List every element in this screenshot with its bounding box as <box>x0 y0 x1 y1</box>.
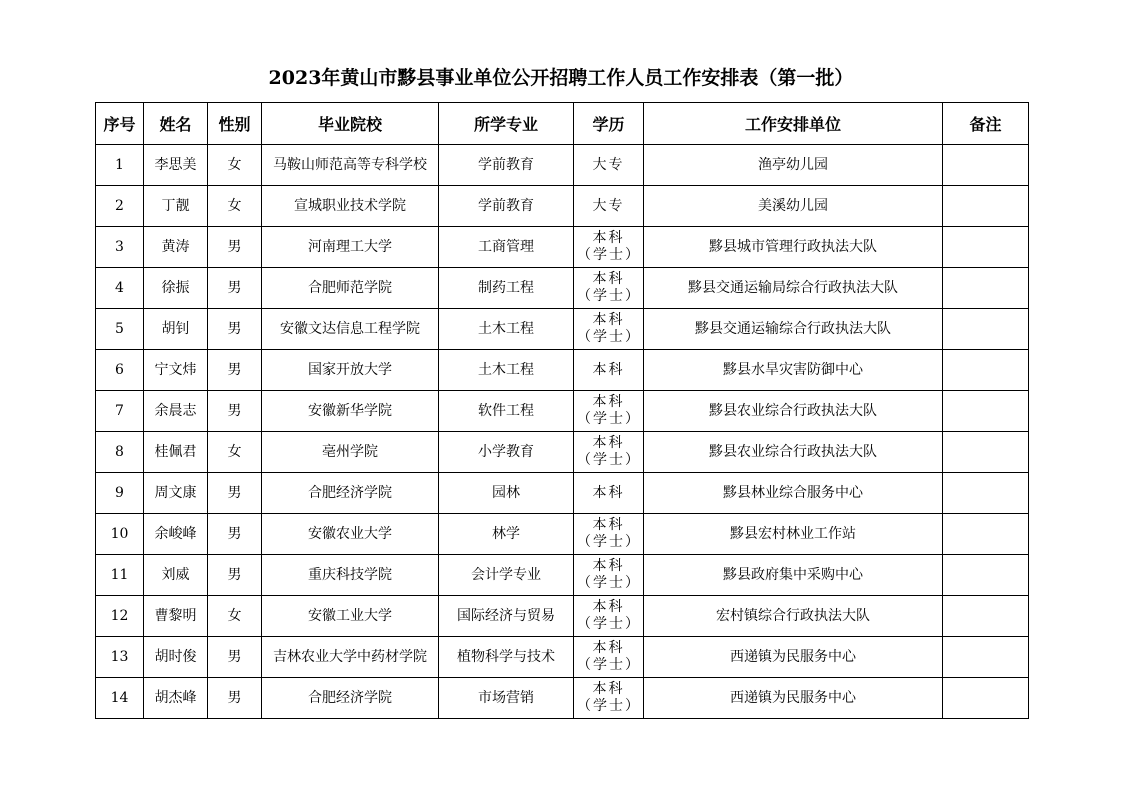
cell-no: 10 <box>96 514 144 555</box>
header-cell-education: 学历 <box>574 103 644 145</box>
cell-note <box>943 473 1029 514</box>
table-row <box>96 432 1029 473</box>
cell-school: 河南理工大学 <box>262 227 439 268</box>
cell-gender: 女 <box>208 432 262 473</box>
table-row <box>96 309 1029 350</box>
cell-major: 国际经济与贸易 <box>439 596 574 637</box>
cell-education: 本科（学士） <box>574 596 644 637</box>
cell-gender: 男 <box>208 309 262 350</box>
cell-name: 胡钊 <box>144 309 208 350</box>
cell-gender: 女 <box>208 145 262 186</box>
table-row <box>96 514 1029 555</box>
cell-education: 本科（学士） <box>574 268 644 309</box>
cell-education: 本科（学士） <box>574 432 644 473</box>
cell-major: 工商管理 <box>439 227 574 268</box>
cell-note <box>943 678 1029 719</box>
cell-no: 5 <box>96 309 144 350</box>
header-cell-no: 序号 <box>96 103 144 145</box>
page-title: 2023年黄山市黟县事业单位公开招聘工作人员工作安排表（第一批） <box>268 67 854 89</box>
cell-name: 余晨志 <box>144 391 208 432</box>
table-row <box>96 350 1029 391</box>
cell-name: 宁文炜 <box>144 350 208 391</box>
cell-gender: 男 <box>208 637 262 678</box>
header-cell-note: 备注 <box>943 103 1029 145</box>
cell-name: 桂佩君 <box>144 432 208 473</box>
cell-unit: 黟县农业综合行政执法大队 <box>644 432 943 473</box>
table-row <box>96 227 1029 268</box>
cell-note <box>943 350 1029 391</box>
cell-major: 土木工程 <box>439 309 574 350</box>
cell-school: 马鞍山师范高等专科学校 <box>262 145 439 186</box>
cell-school: 亳州学院 <box>262 432 439 473</box>
cell-no: 4 <box>96 268 144 309</box>
cell-no: 3 <box>96 227 144 268</box>
cell-name: 胡时俊 <box>144 637 208 678</box>
cell-note <box>943 268 1029 309</box>
cell-gender: 男 <box>208 350 262 391</box>
cell-unit: 黟县政府集中采购中心 <box>644 555 943 596</box>
cell-school: 安徽工业大学 <box>262 596 439 637</box>
cell-gender: 女 <box>208 596 262 637</box>
cell-education: 本科 <box>574 473 644 514</box>
cell-school: 宣城职业技术学院 <box>262 186 439 227</box>
cell-name: 曹黎明 <box>144 596 208 637</box>
cell-education: 大专 <box>574 145 644 186</box>
cell-major: 学前教育 <box>439 186 574 227</box>
cell-name: 黄涛 <box>144 227 208 268</box>
cell-gender: 男 <box>208 268 262 309</box>
cell-gender: 男 <box>208 555 262 596</box>
cell-unit: 西递镇为民服务中心 <box>644 637 943 678</box>
cell-note <box>943 391 1029 432</box>
cell-unit: 美溪幼儿园 <box>644 186 943 227</box>
cell-unit: 宏村镇综合行政执法大队 <box>644 596 943 637</box>
cell-school: 国家开放大学 <box>262 350 439 391</box>
cell-no: 9 <box>96 473 144 514</box>
cell-major: 会计学专业 <box>439 555 574 596</box>
table-row <box>96 473 1029 514</box>
header-row <box>96 103 1029 145</box>
assignment-table <box>95 102 1029 719</box>
cell-no: 1 <box>96 145 144 186</box>
cell-school: 吉林农业大学中药材学院 <box>262 637 439 678</box>
cell-no: 12 <box>96 596 144 637</box>
cell-unit: 黟县宏村林业工作站 <box>644 514 943 555</box>
table-row <box>96 555 1029 596</box>
cell-note <box>943 227 1029 268</box>
cell-major: 学前教育 <box>439 145 574 186</box>
cell-unit: 黟县水旱灾害防御中心 <box>644 350 943 391</box>
cell-name: 徐振 <box>144 268 208 309</box>
cell-no: 6 <box>96 350 144 391</box>
header-cell-major: 所学专业 <box>439 103 574 145</box>
cell-no: 11 <box>96 555 144 596</box>
cell-school: 合肥经济学院 <box>262 473 439 514</box>
cell-school: 安徽农业大学 <box>262 514 439 555</box>
cell-unit: 黟县农业综合行政执法大队 <box>644 391 943 432</box>
cell-note <box>943 432 1029 473</box>
cell-major: 小学教育 <box>439 432 574 473</box>
cell-school: 安徽新华学院 <box>262 391 439 432</box>
cell-unit: 黟县城市管理行政执法大队 <box>644 227 943 268</box>
table-row <box>96 678 1029 719</box>
table-row <box>96 391 1029 432</box>
table-body <box>96 145 1029 719</box>
cell-major: 制药工程 <box>439 268 574 309</box>
cell-education: 本科（学士） <box>574 391 644 432</box>
table-header <box>96 103 1029 145</box>
table-row <box>96 596 1029 637</box>
cell-no: 13 <box>96 637 144 678</box>
table-row <box>96 637 1029 678</box>
cell-gender: 男 <box>208 678 262 719</box>
header-cell-school: 毕业院校 <box>262 103 439 145</box>
cell-name: 刘威 <box>144 555 208 596</box>
cell-education: 本科（学士） <box>574 514 644 555</box>
cell-education: 本科（学士） <box>574 678 644 719</box>
cell-note <box>943 637 1029 678</box>
cell-gender: 男 <box>208 391 262 432</box>
cell-school: 合肥经济学院 <box>262 678 439 719</box>
table-row <box>96 145 1029 186</box>
cell-major: 植物科学与技术 <box>439 637 574 678</box>
header-cell-gender: 性别 <box>208 103 262 145</box>
cell-education: 本科（学士） <box>574 555 644 596</box>
cell-name: 余峻峰 <box>144 514 208 555</box>
cell-note <box>943 309 1029 350</box>
cell-education: 大专 <box>574 186 644 227</box>
cell-education: 本科（学士） <box>574 637 644 678</box>
cell-no: 14 <box>96 678 144 719</box>
cell-no: 7 <box>96 391 144 432</box>
cell-school: 重庆科技学院 <box>262 555 439 596</box>
cell-major: 林学 <box>439 514 574 555</box>
cell-note <box>943 145 1029 186</box>
cell-name: 胡杰峰 <box>144 678 208 719</box>
cell-note <box>943 514 1029 555</box>
cell-gender: 男 <box>208 473 262 514</box>
cell-major: 土木工程 <box>439 350 574 391</box>
cell-major: 软件工程 <box>439 391 574 432</box>
table-row <box>96 186 1029 227</box>
cell-note <box>943 596 1029 637</box>
cell-unit: 黟县交通运输综合行政执法大队 <box>644 309 943 350</box>
cell-gender: 男 <box>208 227 262 268</box>
table-row <box>96 268 1029 309</box>
header-cell-name: 姓名 <box>144 103 208 145</box>
cell-note <box>943 186 1029 227</box>
cell-no: 2 <box>96 186 144 227</box>
cell-unit: 黟县林业综合服务中心 <box>644 473 943 514</box>
cell-education: 本科（学士） <box>574 227 644 268</box>
cell-education: 本科 <box>574 350 644 391</box>
cell-unit: 渔亭幼儿园 <box>644 145 943 186</box>
cell-no: 8 <box>96 432 144 473</box>
cell-note <box>943 555 1029 596</box>
cell-school: 安徽文达信息工程学院 <box>262 309 439 350</box>
cell-major: 市场营销 <box>439 678 574 719</box>
cell-name: 周文康 <box>144 473 208 514</box>
cell-education: 本科（学士） <box>574 309 644 350</box>
cell-name: 丁靓 <box>144 186 208 227</box>
cell-major: 园林 <box>439 473 574 514</box>
cell-school: 合肥师范学院 <box>262 268 439 309</box>
cell-gender: 女 <box>208 186 262 227</box>
cell-unit: 黟县交通运输局综合行政执法大队 <box>644 268 943 309</box>
cell-name: 李思美 <box>144 145 208 186</box>
cell-gender: 男 <box>208 514 262 555</box>
header-cell-unit: 工作安排单位 <box>644 103 943 145</box>
cell-unit: 西递镇为民服务中心 <box>644 678 943 719</box>
